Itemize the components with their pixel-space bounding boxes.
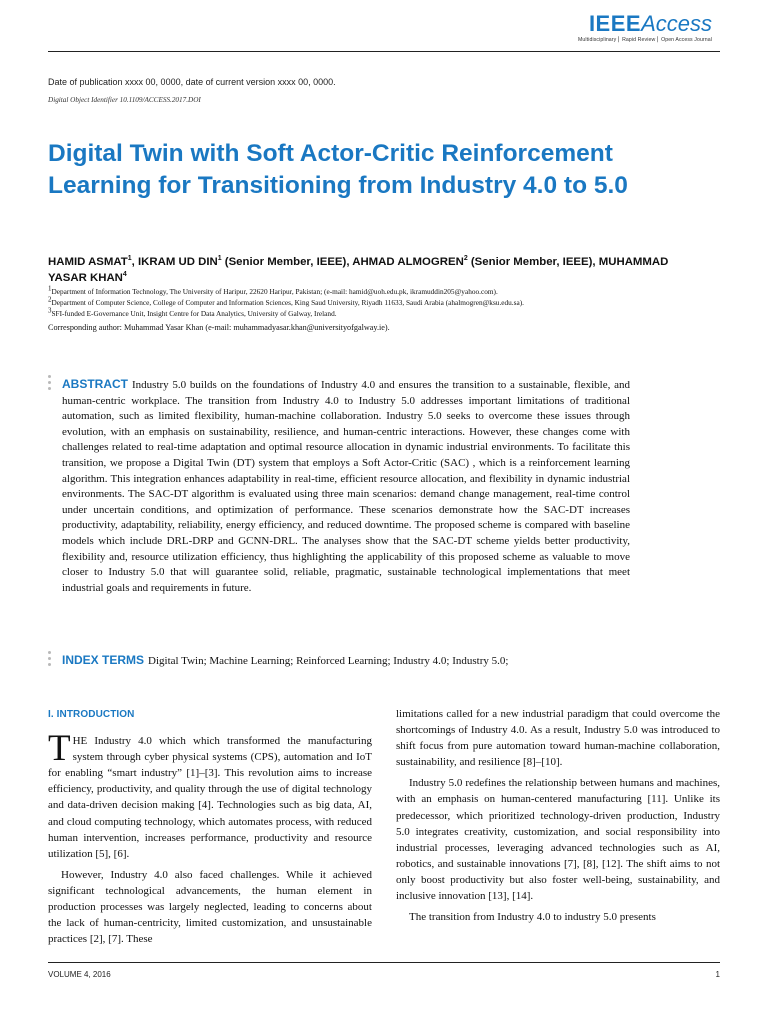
- author-suffix: (Senior Member, IEEE),: [467, 256, 599, 268]
- author-affiliation-mark: 1: [127, 255, 132, 263]
- author-name: IKRAM UD DIN: [137, 256, 218, 268]
- left-column: [48, 705, 372, 952]
- affiliation-item: [48, 295, 728, 309]
- logo-tagline: Multidisciplinary ⎜ Rapid Review ⎜ Open Access Journal: [578, 37, 712, 43]
- footer-volume: VOLUME 4, 2016: [48, 970, 111, 979]
- intro-paragraph-2: However, Industry 4.0 also faced challenges. While it achieved significant technological advancements, the human element in production processes was largely neglected, leading to concerns about the lack of human-centricity, limited customization, and unsustainable practices [2], [7]. These: [48, 868, 372, 946]
- author-affiliation-mark: 4: [122, 270, 127, 278]
- affiliation-list: [48, 284, 728, 319]
- affiliation-item: [48, 306, 728, 320]
- paper-title: Digital Twin with Soft Actor-Critic Reinforcement Learning for Transitioning from Industry 4.0 to 5.0: [48, 140, 628, 199]
- footer-rule: [48, 962, 720, 963]
- author-suffix: ,: [131, 256, 138, 268]
- intro-paragraph-5: The transition from Industry 4.0 to industry 5.0 presents: [409, 911, 656, 924]
- index-terms-dots-decoration: [48, 651, 53, 668]
- footer-page-number: 1: [715, 970, 720, 979]
- abstract-dots-decoration: [48, 375, 53, 392]
- abstract-text: Industry 5.0 builds on the foundations of Industry 4.0 and ensures the transition to a sustainable, flexible, and human-centric workplace. The transition from Industry 4.0 to Industry 5.0 addresses important limitations of traditional automation, such as limited flexibility, human-machine collaboration. Industry 5.0 seeks to overcome these issues through evolution, with an emphasis on sustainability, resilience, and human-centric interactions. However, these changes come with challenges related to real-time adaptation and optimal resource allocation in dynamic industrial environments. To facilitate this transition, we propose a Digital Twin (DT) system that employs a Soft Actor-Critic (SAC) , which is a reinforcement learning algorithm. This integration enhances adaptability in real-time, efficient resource allocation, and flexibility in dynamic industrial environments. The SAC-DT algorithm is evaluated using three main scenarios: demand change management, real-time control under uncertain conditions, and optimization of performance. These scenarios demonstrate how the SAC-DT increases productivity, adaptability, reliability, energy efficiency, and reduced downtime. The proposed scheme is compared with baseline models which include DRL-DRP and GCNN-DRL. The analyses show that the SAC-DT scheme yields better productivity, flexibility and, resource utilization efficiency, thus highlighting the applicability of this proposed scheme as valuable to move closer to Industry 5.0 that will guarantee solid, reliable, pragmatic, sustainable technological implementations that meet industrial goals and requirements in future.: [62, 379, 630, 594]
- affiliation-text: Department of Information Technology, The University of Haripur, 22620 Haripur, Pakistan; (e-mail: hamid@uoh.edu.pk, ikramuddin205@yahoo.com).: [51, 287, 498, 296]
- affiliation-number: 1: [48, 284, 52, 293]
- abstract-label: ABSTRACT: [62, 377, 128, 391]
- affiliation-number: 2: [48, 295, 52, 304]
- publication-date: Date of publication xxxx 00, 0000, date of current version xxxx 00, 0000.: [48, 77, 336, 87]
- intro-paragraph-1: [48, 728, 372, 862]
- affiliation-item: [48, 284, 728, 298]
- index-terms-text: Digital Twin; Machine Learning; Reinforced Learning; Industry 4.0; Industry 5.0;: [148, 655, 509, 667]
- journal-logo: [578, 13, 712, 43]
- intro-paragraph-1-text: HE Industry 4.0 which which transformed the manufacturing system through cyber physical systems (CPS), automation and IoT for enabling “smart industry” [1]–[3]. This revolution aims to increase efficiency, productivity, and quality through the use of digital technology and data-driven decision making [4]. Technologies such as big data, AI, and cloud computing technology, which automates process, with reduced human intervention, increases performance, productivity and resource utilization [5], [6].: [48, 735, 372, 860]
- author-name: HAMID ASMAT: [48, 256, 128, 268]
- author-affiliation-mark: 1: [217, 255, 222, 263]
- affiliation-number: 3: [48, 306, 52, 315]
- author-list: [48, 255, 688, 286]
- author-suffix: (Senior Member, IEEE),: [221, 256, 353, 268]
- index-terms-label: INDEX TERMS: [62, 653, 145, 667]
- author-name: AHMAD ALMOGREN: [352, 256, 464, 268]
- right-column: [396, 706, 720, 930]
- affiliation-text: Department of Computer Science, College of Computer and Information Sciences, King Saud University, Riyadh 11633, Saudi Arabia (ahalmogren@ksu.edu.sa).: [51, 297, 524, 307]
- corresponding-author: Corresponding author: Muhammad Yasar Khan (e-mail: muhammadyasar.khan@universityofgalway.ie).: [48, 323, 390, 332]
- logo-access: Access: [641, 11, 712, 36]
- abstract-block: [62, 377, 630, 596]
- index-terms-block: [62, 653, 702, 670]
- logo-ieee: IEEE: [588, 11, 642, 36]
- intro-paragraph-4: Industry 5.0 redefines the relationship between humans and machines, with an emphasis on human-centered manufacturing [11]. Unlike its predecessor, which prioritized technology-driven production, Industry 5.0 integrates creativity, customization, and social responsibility into industrial processes, leveraging advanced technologies such as AI, robotics, and sustainable innovations [7], [8], [12]. The shift aims to not only boost productivity but also foster well-being, sustainability, and inclusive innovation [13], [14].: [396, 777, 720, 903]
- logo-wordmark: [578, 13, 712, 35]
- author-name: MUHAMMAD YASAR KHAN: [48, 256, 669, 284]
- header-rule: [48, 51, 720, 52]
- doi-line: Digital Object Identifier 10.1109/ACCESS.2017.DOI: [48, 96, 201, 104]
- dropcap-letter: T: [48, 728, 71, 770]
- author-affiliation-mark: 2: [463, 255, 468, 263]
- affiliation-text: SFI-funded E-Governance Unit, Insight Centre for Data Analytics, University of Galway, Ireland.: [51, 308, 337, 318]
- section-heading-introduction: I. INTRODUCTION: [48, 709, 135, 720]
- intro-paragraph-3: limitations called for a new industrial paradigm that could overcome the shortcomings of Industry 4.0. As a result, Industry 5.0 was introduced to shift focus from pure automation toward human-machine collaboration, sustainability, and resilience [8]–[10].: [396, 708, 720, 769]
